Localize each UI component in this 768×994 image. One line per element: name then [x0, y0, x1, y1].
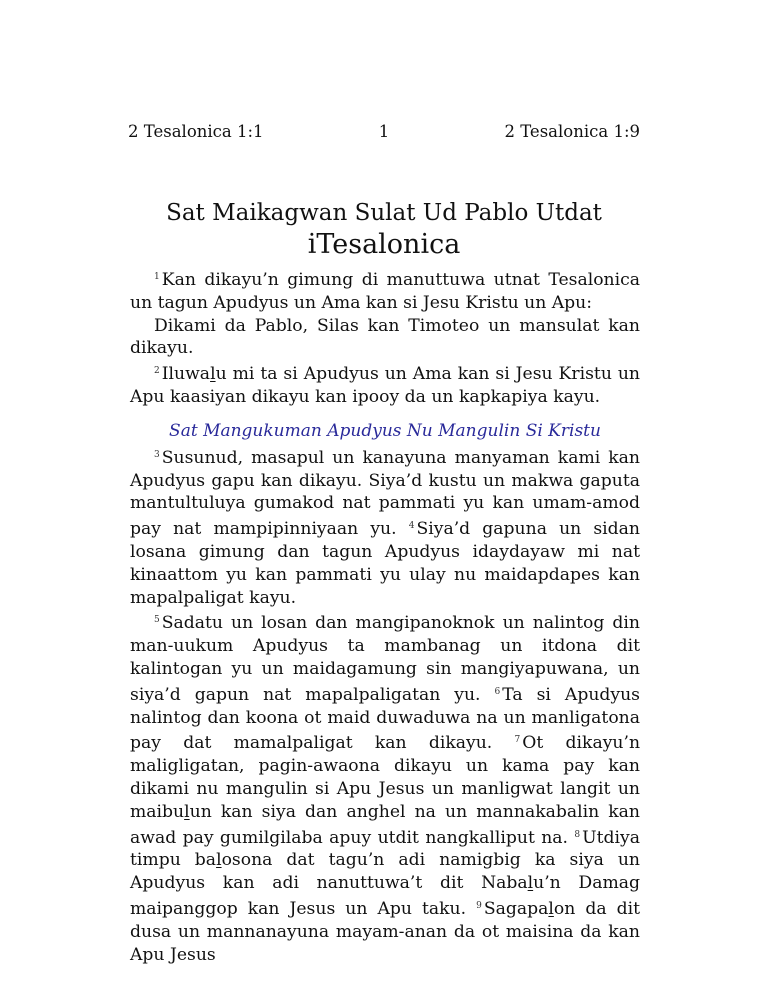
verse-text: u’n Damag maipanggop kan Jesus un Apu taku.: [130, 873, 640, 919]
verse-5-9: [130, 609, 640, 966]
verse-number: 5: [154, 615, 160, 626]
verse-text: Susunud, masapul un kanayuna manyaman kami kan Apudyus gapu kan dikayu. Siya’d kustu un makwa gaputa mantultuluya gumakod nat pammati yu kan umam-amod pay nat mampipinniyaan yu.: [130, 447, 640, 540]
verse-text: Ot dikayu’n maligligatan, pagin-awaona dikayu un kama pay kan dikami nu mangulin si Apu Jesus un manligwat langit un maibu: [130, 733, 641, 822]
verse-1-continuation: [130, 315, 640, 361]
verse-number: 3: [154, 449, 160, 460]
underlined-letter: l: [184, 801, 190, 822]
page-number: 1: [378, 122, 390, 141]
verse-text: u mi ta si Apudyus un Ama kan si Jesu Kristu un Apu kaasiyan dikayu kan ipooy da un kapkapiya kayu.: [130, 364, 640, 407]
verse-text: Dikami da Pablo, Silas kan Timoteo un mansulat kan dikayu.: [130, 315, 640, 359]
verse-text: on da dit dusa un mannanayuna mayam-anan da ot maisina da kan Apu Jesus: [130, 898, 640, 965]
verse-3-4: [130, 444, 640, 610]
verse-text: Ta si Apudyus nalintog dan koona ot maid duwaduwa na un manligatona pay dat mamalpaligat kan dikayu.: [130, 684, 640, 754]
underlined-letter: l: [210, 364, 216, 385]
verse-number: 6: [494, 686, 501, 697]
verse-number: 1: [154, 272, 160, 282]
verse-number: 4: [408, 521, 415, 532]
verse-2: [130, 360, 640, 409]
verse-1: [130, 266, 640, 315]
verse-number: 2: [154, 366, 160, 377]
verse-text: Utdiya timpu ba: [130, 827, 640, 871]
verse-text: Sagapa: [483, 898, 549, 919]
verse-text: un kan siya dan anghel na un mannakabalin kan awad pay gumilgilaba apuy utdit nangkalliput na.: [130, 801, 640, 848]
book-title-line2: iTesalonica: [307, 229, 461, 260]
verse-number: 7: [514, 735, 521, 746]
header-left-reference: 2 Tesalonica 1:1: [128, 122, 264, 141]
verse-number: 9: [476, 900, 482, 911]
verse-number: 8: [574, 829, 581, 840]
header-right-reference: 2 Tesalonica 1:9: [504, 122, 640, 141]
book-title-line1: Sat Maikagwan Sulat Ud Pablo Utdat: [166, 200, 602, 226]
verse-text: Sadatu un losan dan mangipanoknok un nalintog din man-uukum Apudyus ta mambanag un itdona dit kalintogan yu un maidagamung sin mangiyapuwana, un siya’d gapun nat mapalpaligatan yu.: [130, 613, 640, 705]
running-header: [128, 120, 640, 144]
scripture-text: [130, 266, 640, 966]
book-title: [100, 198, 668, 262]
verse-text: Iluwa: [161, 364, 211, 385]
underlined-letter: l: [548, 898, 554, 919]
underlined-letter: l: [527, 873, 534, 894]
verse-text: osona dat tagu’n adi namigbig ka siya un Apudyus kan adi nanuttuwa’t dit Naba: [130, 850, 640, 894]
verse-text: Siya’d gapuna un sidan losana gimung dan tagun Apudyus idaydayaw mi nat kinaattom yu kan pammati yu ulay nu maidapdapes kan mapalpaligat kayu.: [130, 519, 640, 608]
underlined-letter: l: [216, 850, 222, 871]
verse-text: Kan dikayu’n gimung di manuttuwa utnat Tesalonica un tagun Apudyus un Ama kan si Jesu Kristu un Apu:: [130, 270, 640, 313]
section-heading: Sat Mangukuman Apudyus Nu Mangulin Si Kristu: [169, 420, 601, 441]
